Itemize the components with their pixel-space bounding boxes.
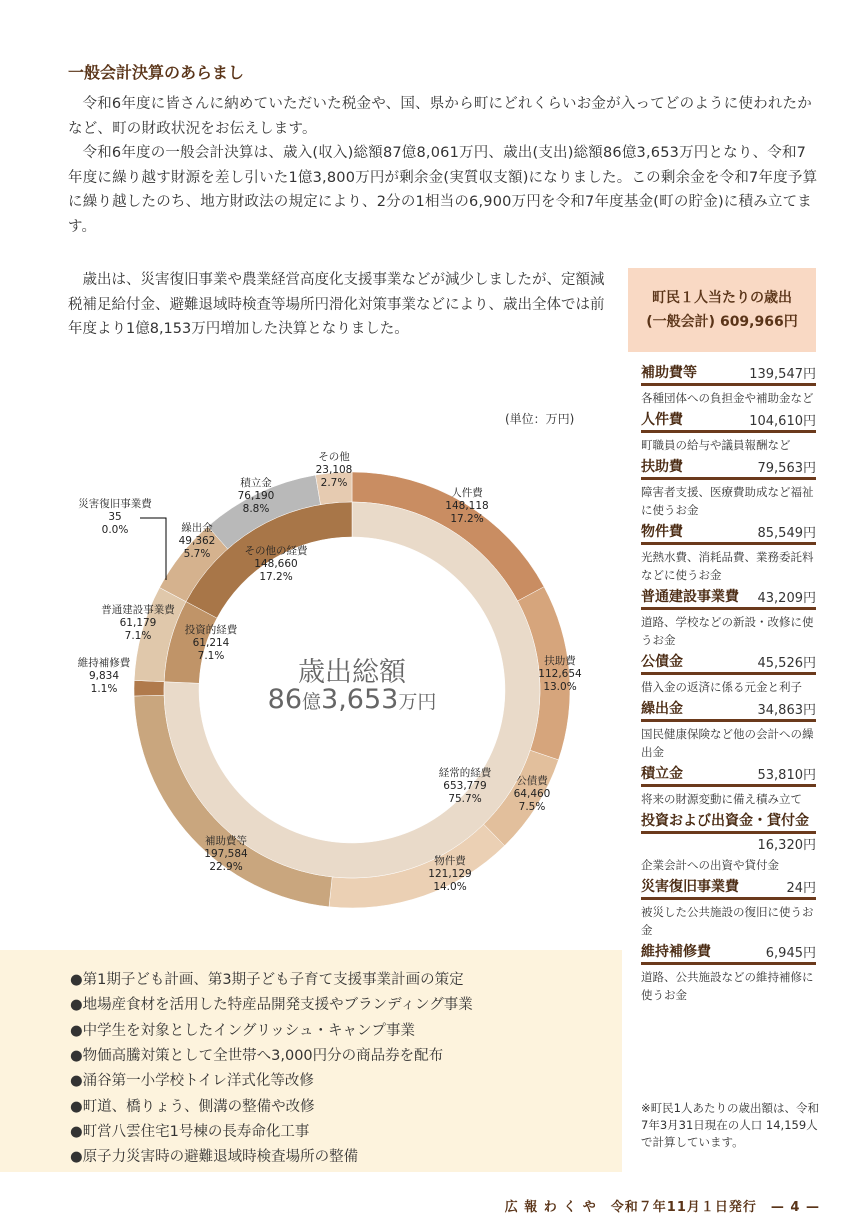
project-item: ●原子力災害時の避難退域時検査場所の整備 xyxy=(70,1149,359,1166)
project-item: ●中学生を対象としたイングリッシュ・キャンプ事業 xyxy=(70,1022,415,1039)
data-label: 補助費等 197,584 22.9% xyxy=(204,835,248,873)
footnote: ※町民1人あたりの歳出額は、令和7年3月31日現在の人口 14,159人で計算しています。 xyxy=(641,1101,819,1149)
intro-paragraph: 令和6年度の一般会計決算は、歳入(収入)総額87億8,061万円、歳出(支出)総額86億3,653万円となり、令和7年度に繰り越す財源を差し引いた1億3,800万円が剰余金(実質収支額)になりました。この剰余金を令和7年度予算に繰り越したのち、地方財政法の規定により、2分の1相当の6,900万円を令和7年度基金(町の貯金)に積み立てます。 xyxy=(68,145,818,235)
project-item: ●物価高騰対策として全世帯へ3,000円分の商品券を配布 xyxy=(70,1047,444,1064)
per-capita-item: 積立金 53,810円 将来の財源変動に備え積み立て xyxy=(641,763,816,808)
data-label: 維持補修費 9,834 1.1% xyxy=(77,657,131,695)
section-title: 一般会計決算のあらまし xyxy=(68,63,245,82)
intro-paragraph: 令和6年度に皆さんに納めていただいた税金や、国、県から町にどれくらいお金が入ってどのように使われたかなど、町の財政状況をお伝えします。 xyxy=(68,96,812,137)
data-label: その他の経費 148,660 17.2% xyxy=(244,545,308,583)
project-item: ●町道、橋りょう、側溝の整備や改修 xyxy=(70,1098,315,1115)
expenditure-paragraph: 歳出は、災害復旧事業や農業経営高度化支援事業などが減少しましたが、定額減税補足給付金、避難退域時検査等場所円滑化対策事業などにより、歳出全体では前年度より1億8,153万円増加した決算となりました。 xyxy=(68,272,605,337)
per-capita-box: 町民１人当たりの歳出 (一般会計) 609,966円 xyxy=(628,268,816,352)
per-capita-item: 維持補修費 6,945円 道路、公共施設などの維持補修に使うお金 xyxy=(641,941,816,1004)
data-label: 普通建設事業費 61,179 7.1% xyxy=(101,604,175,642)
chart-center-title: 歳出総額 xyxy=(298,657,406,688)
data-label: 積立金 76,190 8.8% xyxy=(237,477,275,515)
data-label: 扶助費 112,654 13.0% xyxy=(538,655,582,693)
per-capita-item: 人件費 104,610円 町職員の給与や議員報酬など xyxy=(641,409,816,454)
data-label: 災害復旧事業費 35 0.0% xyxy=(78,498,152,536)
data-label: 投資的経費 61,214 7.1% xyxy=(184,624,238,662)
per-capita-item: 投資および出資金・貸付金 16,320円 企業会計への出資や貸付金 xyxy=(641,810,816,874)
data-label: 経常的経費 653,779 75.7% xyxy=(438,767,492,805)
per-capita-item: 補助費等 139,547円 各種団体への負担金や補助金など xyxy=(641,362,816,407)
outer-segment xyxy=(134,680,164,696)
data-label: 公債費 64,460 7.5% xyxy=(513,775,551,813)
footer: 広 報 わ く や 令和７年11月１日発行 — 4 — xyxy=(504,1200,820,1215)
per-capita-item: 普通建設事業費 43,209円 道路、学校などの新設・改修に使うお金 xyxy=(641,586,816,649)
per-capita-list xyxy=(641,362,816,1006)
per-capita-item: 公債金 45,526円 借入金の返済に係る元金と利子 xyxy=(641,651,816,696)
data-label: 物件費 121,129 14.0% xyxy=(428,855,472,893)
data-label: 人件費 148,118 17.2% xyxy=(445,487,489,525)
per-capita-item: 扶助費 79,563円 障害者支援、医療費助成など福祉に使うお金 xyxy=(641,456,816,519)
data-label: 繰出金 49,362 5.7% xyxy=(178,522,216,560)
data-label: その他 23,108 2.7% xyxy=(315,451,353,489)
project-item: ●涌谷第一小学校トイレ洋式化等改修 xyxy=(70,1073,314,1090)
chart-center-value: 86億3,653万円 xyxy=(267,684,437,715)
project-item: ●地場産食材を活用した特産品開発支援やブランディング事業 xyxy=(70,997,473,1014)
per-capita-item: 繰出金 34,863円 国民健康保険など他の会計への繰出金 xyxy=(641,698,816,761)
projects-list xyxy=(0,950,622,1172)
unit-label: (単位：万円) xyxy=(505,412,575,426)
project-item: ●第1期子ども計画、第3期子ども子育て支援事業計画の策定 xyxy=(70,972,464,988)
per-capita-item: 物件費 85,549円 光熱水費、消耗品費、業務委託料などに使うお金 xyxy=(641,521,816,584)
per-capita-item: 災害復旧事業費 24円 被災した公共施設の復旧に使うお金 xyxy=(641,876,816,939)
project-item: ●町営八雲住宅1号棟の長寿命化工事 xyxy=(70,1123,310,1140)
